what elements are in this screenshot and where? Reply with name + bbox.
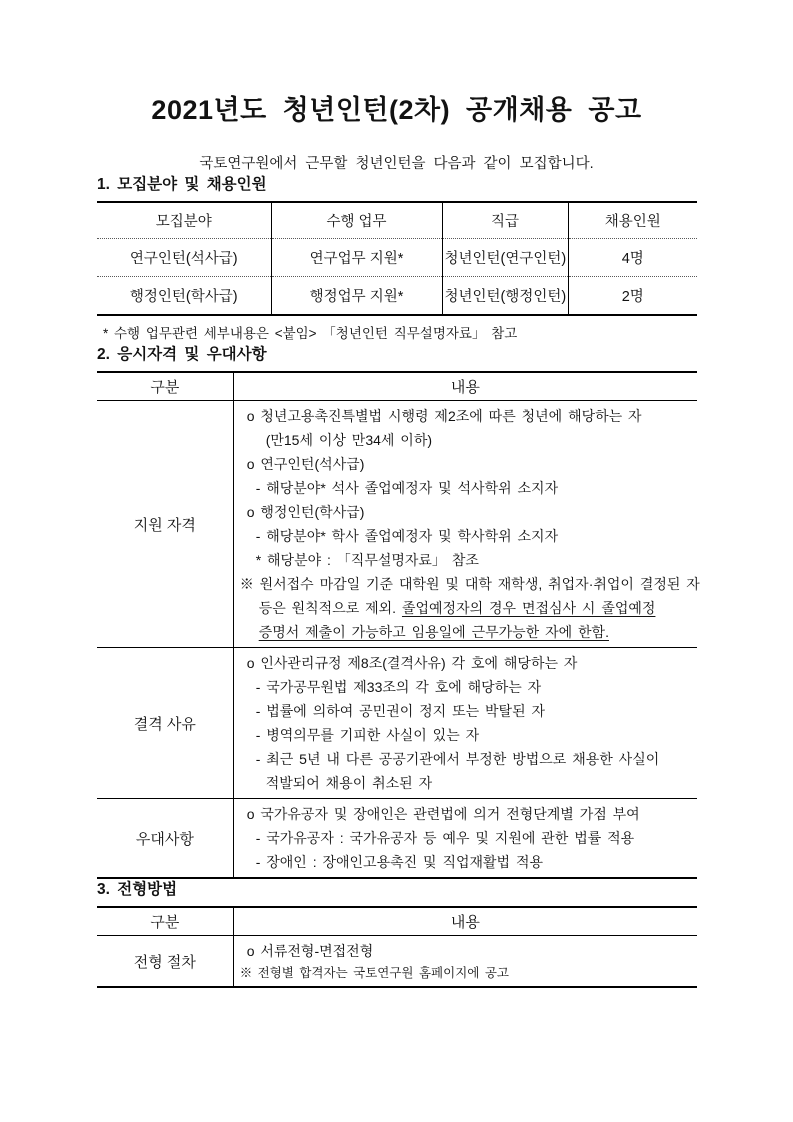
table-cell: 4명 [568,239,697,277]
recruit-footnote: * 수행 업무관련 세부내용은 <붙임> 「청년인턴 직무설명자료」 참고 [103,326,518,341]
text-segment: (만15세 이상 만34세 이하) [265,432,433,448]
content-line [239,747,692,771]
table-row [97,799,697,879]
row-content [233,799,697,879]
table-row [97,277,697,316]
column-header: 모집분야 [97,202,271,239]
content-line [239,850,692,874]
content-line [239,802,692,826]
content-line [239,428,692,452]
table-row [97,936,697,988]
row-content [233,648,697,799]
content-line [239,963,692,983]
content-line [239,572,700,596]
text-segment: o 국가유공자 및 장애인은 관련법에 의거 전형단계별 가점 부여 [246,806,640,822]
text-segment: * 해당분야 : 「직무설명자료」 참조 [255,552,479,568]
table-row [97,648,697,799]
column-header: 수행 업무 [271,202,442,239]
text-segment: - 최근 5년 내 다른 공공기관에서 부정한 방법으로 채용한 사실이 [255,751,660,767]
text-segment: - 국가공무원법 제33조의 각 호에 해당하는 자 [255,679,542,695]
content-line [239,548,692,572]
content-line [239,651,692,675]
content-line [239,826,692,850]
text-segment: - 국가유공자 : 국가유공자 등 예우 및 지원에 관한 법률 적용 [255,830,635,846]
text-segment: - 장애인 : 장애인고용촉진 및 직업재활법 적용 [255,854,544,870]
text-segment: ※ 전형별 합격자는 국토연구원 홈페이지에 공고 [239,966,509,980]
content-line [239,675,692,699]
text-segment: o 연구인턴(석사급) [246,456,365,472]
text-segment: ※ 원서접수 마감일 기준 대학원 및 대학 재학생, 취업자·취업이 결정된 자 [239,576,700,592]
table-cell: 청년인턴(행정인턴) [442,277,568,316]
content-line [239,939,692,963]
content-line [239,723,692,747]
text-segment: - 법률에 의하여 공민권이 정지 또는 박탈된 자 [255,703,546,719]
document-body [97,174,700,988]
table-cell: 2명 [568,277,697,316]
table-cell: 연구인턴(석사급) [97,239,271,277]
text-segment: - 해당분야* 학사 졸업예정자 및 학사학위 소지자 [255,528,559,544]
row-label: 전형 절차 [97,936,233,988]
content-line [239,699,692,723]
table-cell: 행정업무 지원* [271,277,442,316]
process-table [97,906,697,988]
table-row [97,239,697,277]
text-segment: o 행정인턴(학사급) [246,504,365,520]
row-label: 결격 사유 [97,648,233,799]
text-segment: 적발되어 채용이 취소된 자 [265,775,433,791]
content-line [239,620,692,644]
page-subtitle: 국토연구원에서 근무할 청년인턴을 다음과 같이 모집합니다. [199,156,594,172]
underlined-text: 졸업예정자의 경우 면접심사 시 졸업예정 [401,600,656,616]
table-cell: 연구업무 지원* [271,239,442,277]
section-2-heading: 2. 응시자격 및 우대사항 [97,346,267,363]
section-3-heading: 3. 전형방법 [97,881,178,898]
column-header: 구분 [97,907,233,936]
column-header: 구분 [97,372,233,401]
content-line [239,452,692,476]
header-row [97,372,697,401]
text-segment: - 해당분야* 석사 졸업예정자 및 석사학위 소지자 [255,480,559,496]
header-row [97,202,697,239]
column-header: 채용인원 [568,202,697,239]
table-cell: 행정인턴(학사급) [97,277,271,316]
column-header: 내용 [233,372,697,401]
row-label: 우대사항 [97,799,233,879]
table-row [97,401,697,648]
page-title: 2021년도 청년인턴(2차) 공개채용 공고 [151,95,642,125]
column-header: 직급 [442,202,568,239]
content-line [239,596,692,620]
text-segment: o 인사관리규정 제8조(결격사유) 각 호에 해당하는 자 [246,655,578,671]
text-segment: 등은 원칙적으로 제외. [258,600,402,616]
row-label: 지원 자격 [97,401,233,648]
text-segment: - 병역의무를 기피한 사실이 있는 자 [255,727,480,743]
content-line [239,524,692,548]
content-line [239,404,692,428]
section-1-heading: 1. 모집분야 및 채용인원 [97,176,267,193]
recruit-table [97,201,697,316]
table-cell: 청년인턴(연구인턴) [442,239,568,277]
content-line [239,500,692,524]
content-line [239,476,692,500]
header-row [97,907,697,936]
row-content [233,401,700,648]
text-segment: o 서류전형-면접전형 [246,943,374,959]
text-segment: o 청년고용촉진특별법 시행령 제2조에 따른 청년에 해당하는 자 [246,408,642,424]
underlined-text: 증명서 제출이 가능하고 임용일에 근무가능한 자에 한함. [258,624,609,640]
qualification-table [97,371,700,879]
row-content [233,936,697,988]
content-line [239,771,692,795]
column-header: 내용 [233,907,697,936]
